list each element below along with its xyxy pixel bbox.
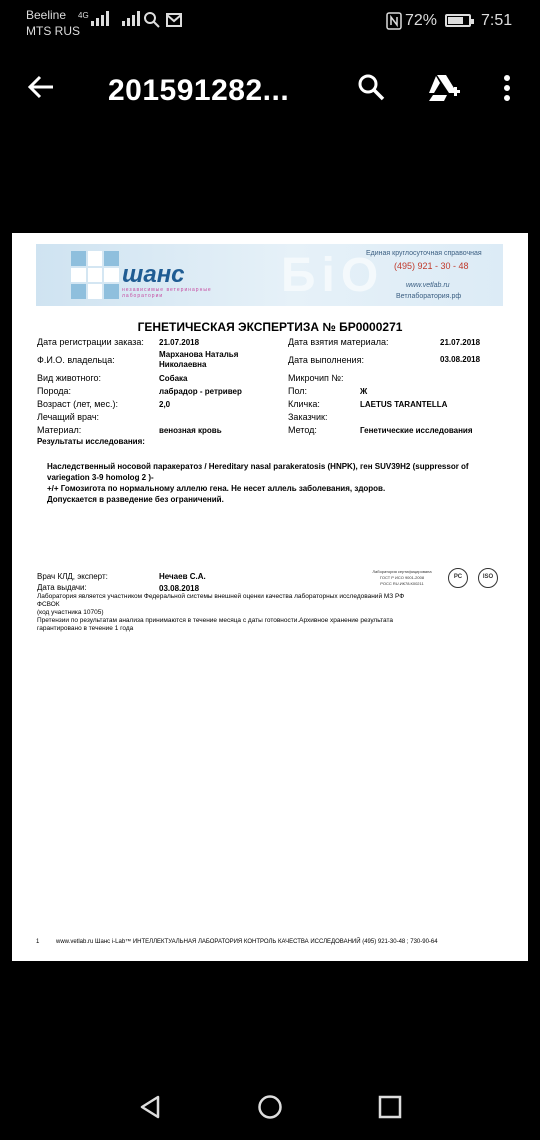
home-circle-icon[interactable] [257, 1094, 283, 1120]
search-icon[interactable] [356, 72, 386, 102]
method-value: Генетические исследования [360, 426, 473, 435]
result-line: Наследственный носовой паракератоз / Hereditary nasal parakeratosis (HNPK), ген SUV39H2 (suppressor of variegation 3-9 homolog 2 )- [47, 462, 469, 482]
lab-logo-subtitle: независимые ветеринарные лаборатории [122, 287, 212, 299]
more-vert-icon[interactable] [501, 73, 513, 103]
pst-cert-icon: РС [448, 568, 468, 588]
carrier-secondary: MTS RUS [26, 24, 80, 38]
breed-label: Порода: [37, 386, 72, 396]
nfc-icon [386, 12, 402, 30]
battery-icon [445, 14, 471, 27]
customer-label: Заказчик: [288, 412, 328, 422]
material-label: Материал: [37, 425, 82, 435]
signal-icon-2 [122, 10, 140, 26]
cert-line: РОСС RU.ИК78.К00211 [380, 581, 424, 586]
issue-date-value: 03.08.2018 [159, 584, 200, 593]
material-value: венозная кровь [159, 426, 222, 435]
system-nav-bar [0, 1070, 540, 1140]
banner-site: www.vetlab.ru [406, 282, 450, 289]
owner-value-1: Марханова Наталья [159, 350, 239, 359]
results-block [47, 461, 497, 505]
banner-site-rf: Ветлаборатория.рф [396, 293, 462, 300]
status-bar [0, 0, 540, 46]
sex-label: Пол: [288, 386, 308, 396]
banner-phone: (495) 921 - 30 - 48 [394, 261, 469, 271]
drive-add-icon[interactable] [427, 73, 461, 103]
banner-tagline: Единая круглосуточная справочная [366, 250, 482, 257]
certification-block [358, 569, 446, 587]
name-value: LAETUS TARANTELLA [360, 400, 448, 409]
document-page[interactable] [12, 233, 528, 961]
vet-label: Лечащий врач: [37, 412, 100, 422]
expertise-title: ГЕНЕТИЧЕСКАЯ ЭКСПЕРТИЗА № БР0000271 [137, 320, 403, 334]
cert-line: ГОСТ Р ИСО 9001-2008 [379, 575, 425, 580]
banner-watermark: БіО [281, 249, 385, 302]
doctor-label: Врач КЛД, эксперт: [37, 572, 108, 581]
issue-date-label: Дата выдачи: [37, 583, 87, 592]
species-value: Собака [159, 374, 188, 383]
battery-percent: 72% [405, 12, 438, 29]
reg-date-label: Дата регистрации заказа: [37, 337, 144, 347]
result-line: +/+ Гомозигота по нормальному аллелю гена. Не несет аллель заболевания, здоров. [47, 484, 386, 493]
app-bar [0, 56, 540, 126]
network-badge: 4G [78, 11, 89, 20]
claims-note: Претензии по результатам анализа принимаются в течение месяца с даты готовности.Архивное хранение результата гарантировано в течение 1 года [37, 617, 394, 632]
lab-logo-icon [71, 251, 119, 299]
species-label: Вид животного: [37, 373, 102, 383]
back-triangle-icon[interactable] [138, 1094, 162, 1120]
cert-line: Лаборатория сертифицирована [372, 569, 432, 574]
iso-cert-icon: ISO [478, 568, 498, 588]
search-icon [143, 11, 161, 29]
signal-icon [91, 10, 109, 26]
age-value: 2,0 [159, 400, 171, 409]
participant-code: (код участника 10705) [37, 609, 104, 616]
sex-value: Ж [360, 387, 368, 396]
lab-banner [36, 244, 503, 306]
method-label: Метод: [288, 425, 317, 435]
chip-label: Микрочип №: [288, 373, 344, 383]
breed-value: лабрадор - ретривер [159, 387, 242, 396]
name-label: Кличка: [288, 399, 320, 409]
sample-date-value: 21.07.2018 [440, 338, 481, 347]
carrier-primary: Beeline [26, 8, 67, 22]
doctor-value: Нечаев С.А. [159, 572, 206, 581]
age-label: Возраст (лет, мес.): [37, 399, 118, 409]
result-line: Допускается в разведение без ограничений. [47, 495, 224, 504]
done-date-value: 03.08.2018 [440, 355, 481, 364]
results-label: Результаты исследования: [37, 437, 145, 446]
document-title: 201591282... [108, 74, 290, 107]
sample-date-label: Дата взятия материала: [288, 337, 389, 347]
back-arrow-icon[interactable] [26, 74, 56, 100]
fsvok-note: Лаборатория является участником Федеральной системы внешней оценки качества лабораторных исследований МЗ РФ ФСВОК [37, 593, 405, 608]
page-footer: www.vetlab.ru Шанс i-Lab™ ИНТЕЛЛЕКТУАЛЬНАЯ ЛАБОРАТОРИЯ КОНТРОЛЬ КАЧЕСТВА ИССЛЕДОВАНИЙ (495) 921-30-48 ; 730-90-64 [56, 939, 438, 945]
clock: 7:51 [481, 12, 513, 29]
recents-square-icon[interactable] [378, 1095, 402, 1119]
done-date-label: Дата выполнения: [288, 355, 364, 365]
page-number: 1 [36, 939, 40, 945]
lab-logo-text: шанс [122, 261, 185, 288]
reg-date-value: 21.07.2018 [159, 338, 200, 347]
mail-icon [166, 13, 182, 27]
owner-value-2: Николаевна [159, 360, 207, 369]
owner-label: Ф.И.О. владельца: [37, 355, 115, 365]
